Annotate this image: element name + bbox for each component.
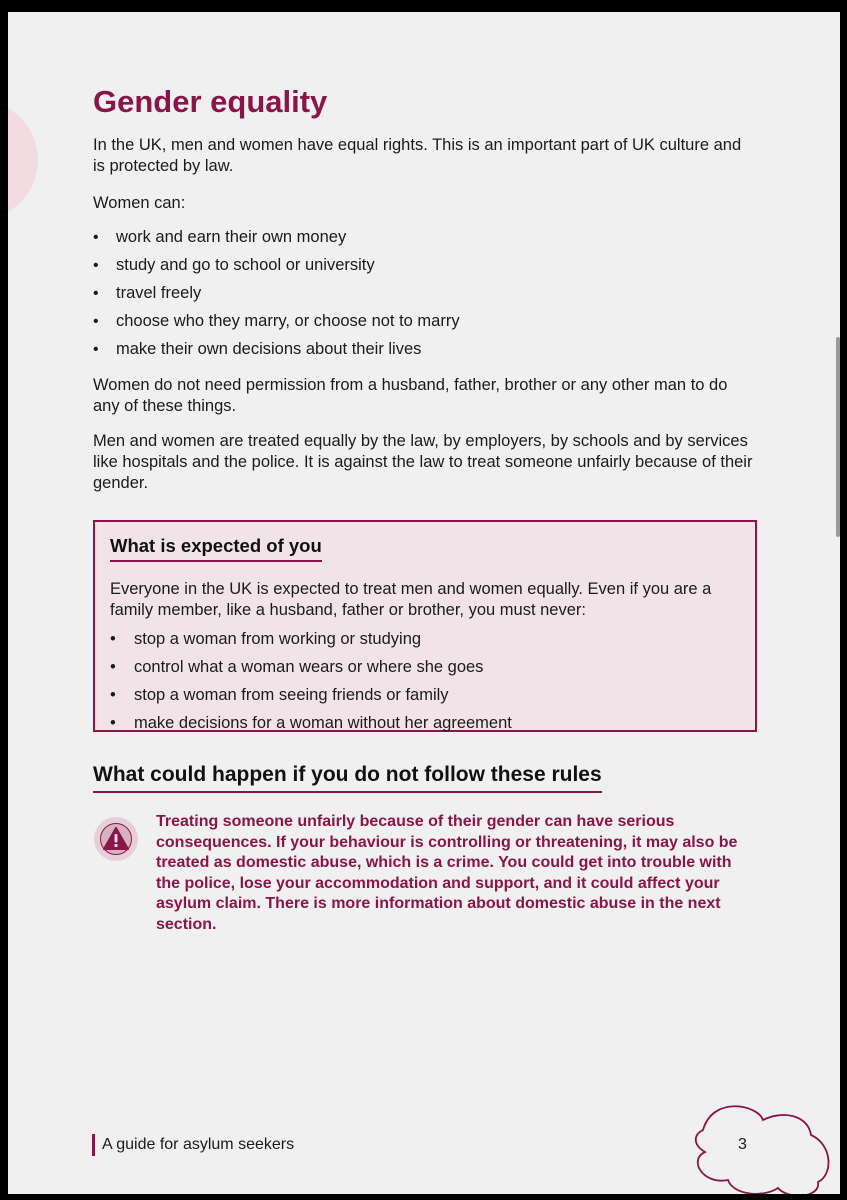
warning-icon xyxy=(94,817,138,861)
list-item: • work and earn their own money xyxy=(93,227,753,255)
equality-paragraph: Men and women are treated equally by the law, by employers, by schools and by services like hospitals and the police. It is against the law to treat someone unfairly because of their gender. xyxy=(93,432,753,492)
page-number: 3 xyxy=(738,1136,747,1153)
scrollbar[interactable] xyxy=(836,337,840,537)
footer-label: A guide for asylum seekers xyxy=(92,1134,294,1156)
decorative-blob xyxy=(8,100,38,220)
expected-box-title: What is expected of you xyxy=(110,535,322,562)
document-page xyxy=(8,12,840,1194)
list-item: • control what a woman wears or where she goes xyxy=(110,657,512,685)
page-title: Gender equality xyxy=(93,84,328,119)
list-item: • study and go to school or university xyxy=(93,255,753,283)
consequences-heading: What could happen if you do not follow these rules xyxy=(93,763,602,793)
women-can-label: Women can: xyxy=(93,194,186,212)
list-item: • make their own decisions about their lives xyxy=(93,339,753,367)
list-item: • travel freely xyxy=(93,283,753,311)
list-item: • stop a woman from seeing friends or family xyxy=(110,685,512,713)
decorative-outline-shape xyxy=(683,1090,840,1194)
list-item: • stop a woman from working or studying xyxy=(110,629,512,657)
intro-paragraph: In the UK, men and women have equal rights. This is an important part of UK culture and is protected by law. xyxy=(93,136,742,175)
permission-paragraph: Women do not need permission from a husband, father, brother or any other man to do any of these things. xyxy=(93,376,728,415)
expected-list xyxy=(110,629,512,741)
women-can-list xyxy=(93,227,753,367)
list-item: • make decisions for a woman without her agreement xyxy=(110,713,512,741)
expected-box xyxy=(93,520,757,732)
expected-box-intro: Everyone in the UK is expected to treat men and women equally. Even if you are a family member, like a husband, father or brother, you must never: xyxy=(110,580,712,619)
consequences-text: Treating someone unfairly because of their gender can have serious consequences. If your behaviour is controlling or threatening, it may also be treated as domestic abuse, which is a crime. You could get into trouble with the police, lose your accommodation and support, and it could affect your asylum claim. There is more information about domestic abuse in the next section. xyxy=(156,813,738,933)
list-item: • choose who they marry, or choose not to marry xyxy=(93,311,753,339)
